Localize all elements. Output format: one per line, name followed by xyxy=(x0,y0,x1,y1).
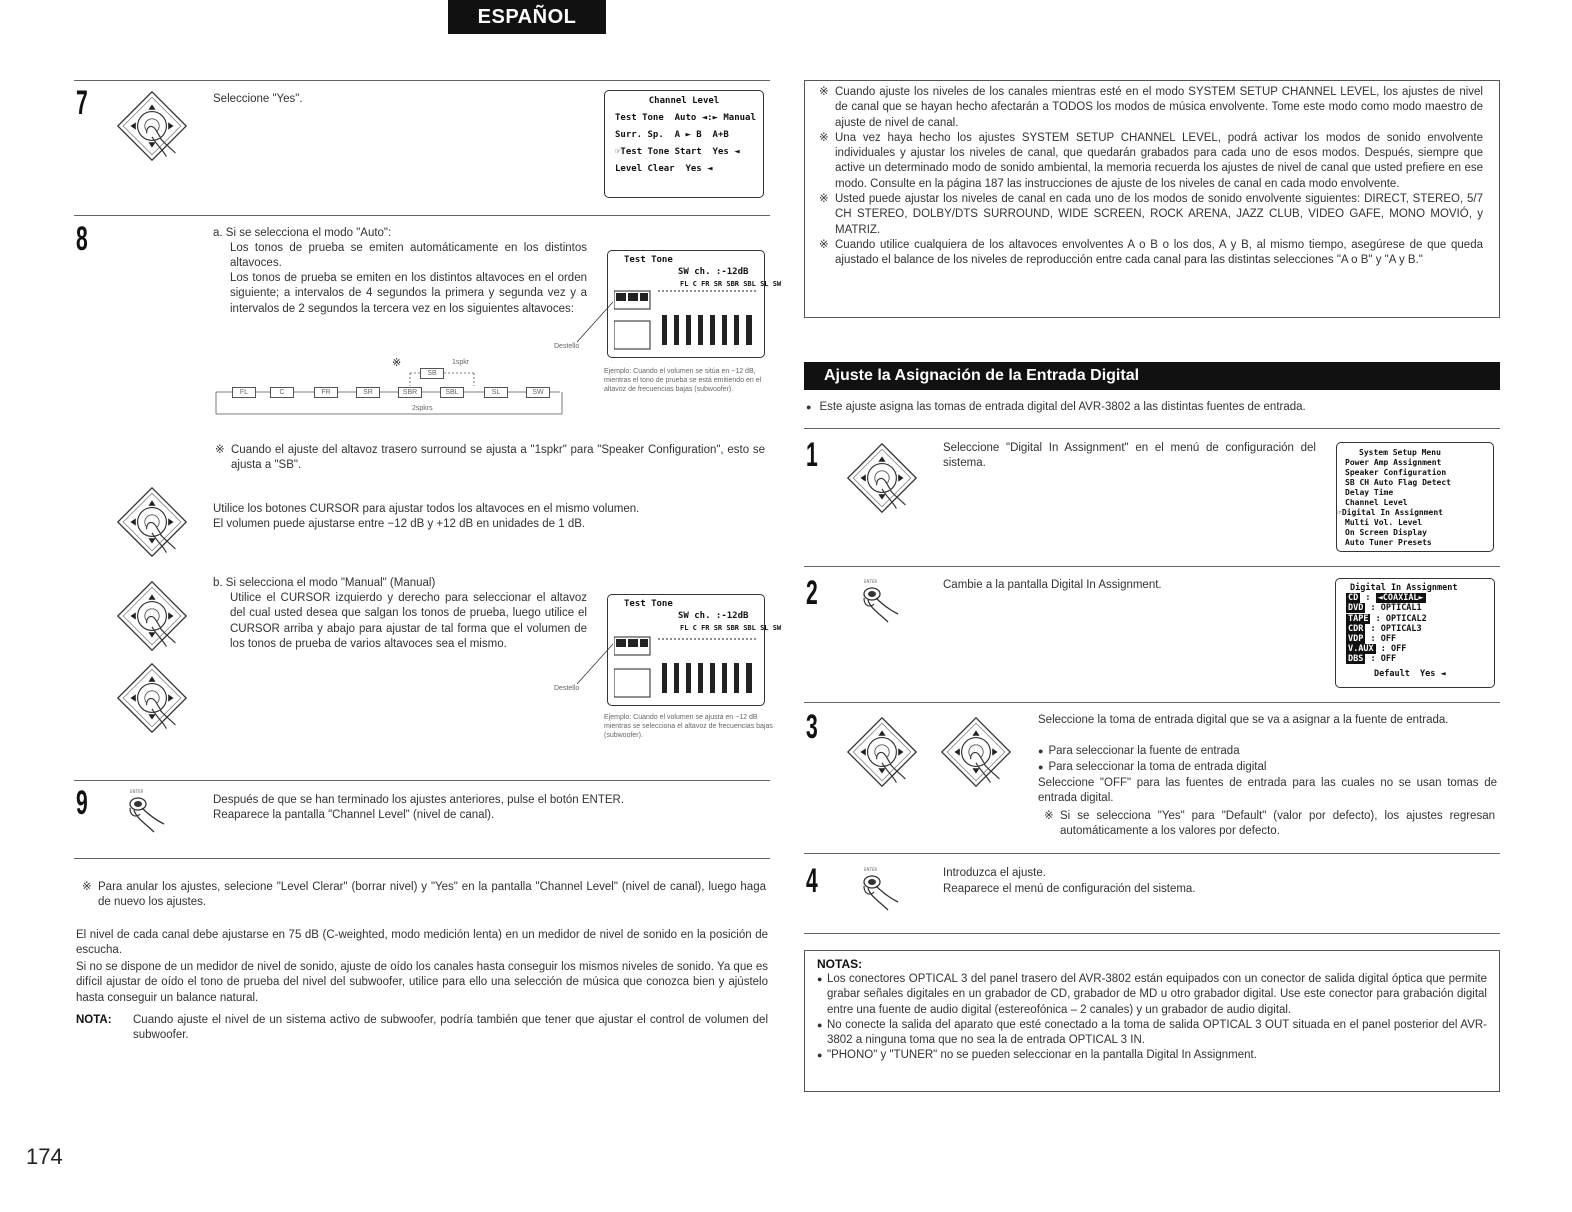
step8-a-line1: Los tonos de prueba se emiten automáticamente en los distintos altavoces. xyxy=(230,242,587,270)
flash-pointer-line xyxy=(575,300,615,344)
flow-node-sb: SB xyxy=(420,368,444,379)
note-item: ※ Una vez haya hecho los ajustes SYSTEM SETUP CHANNEL LEVEL, podrá activar los modos de sonido envolvente individuales y ajustar los niveles de canal, que quedarán grabados para cada uno de esos modos. Después, siempre que active un determinado modo de sonido ambiental, la memoria recuerda los ajustes de nivel de canal que usted prefiere en ese modo. Consulte en la página 187 las instrucciones de ajuste de los niveles de canal en cada modo envolvente. xyxy=(819,131,1483,190)
paragraph-by-ear: Si no se dispone de un medidor de nivel de sonido, ajuste de oído los canales hasta conseguir los mismos niveles de sonido. Ya que es difícil ajustar de oído el tono de prueba del nivel del subwoofer, utilice para ello una selección de música que conozca bien y ajústelo hasta conseguir un balance natural. xyxy=(76,961,768,1004)
step8-b-title: b. Si selecciona el modo "Manual" (Manual) xyxy=(213,577,436,589)
step2-text: Cambie a la pantalla Digital In Assignment. xyxy=(943,579,1162,591)
step3-bullet1: ● Para seleccionar la fuente de entrada xyxy=(1038,745,1240,757)
step7-text: Seleccione "Yes". xyxy=(213,93,303,105)
cursor-line1: Utilice los botones CURSOR para ajustar todos los altavoces en el mismo volumen. xyxy=(213,503,640,515)
flow-node-sw: SW xyxy=(526,387,550,398)
test-tone-display-manual: Test Tone SW ch. :-12dB FL C FR SR SBR SBL SL SW xyxy=(607,594,765,706)
notas-title: NOTAS: xyxy=(817,957,863,971)
system-setup-menu-display: System Setup Menu Power Amp Assignment Speaker Configuration SB CH Auto Flag Detect Delay Time Channel Level ☞Digital In Assignment Multi Vol. Level On Screen Display Auto Tuner Presets xyxy=(1336,442,1494,552)
note-item: ※ Cuando ajuste los niveles de los canales mientras esté en el modo SYSTEM SETUP CHANNEL LEVEL, los ajustes de nivel de canal que se hayan hecho afectarán a TODOS los modos de música envolvente. Tome este modo como modo maestro de ajuste de nivel de canal. xyxy=(819,86,1483,129)
step-number-8: 8 xyxy=(76,220,88,258)
step4-line2: Reaparece el menú de configuración del sistema. xyxy=(943,883,1196,895)
flow-node-sbr: SBR xyxy=(398,387,422,398)
notas-item: ● Los conectores OPTICAL 3 del panel trasero del AVR-3802 están equipados con un conector de salida digital óptica que permite grabar señales digitales en un grabador de CD, grabador de MD u otro grabador digital. Use este conector para grabación digital entre una fuente de audio digital (estereofónica – 2 canales) y un grabador de audio digital. xyxy=(817,973,1487,1016)
flash-pointer-line xyxy=(575,642,615,686)
section-intro: ● Este ajuste asigna las tomas de entrada digital del AVR-3802 a las distintas fuentes de entrada. xyxy=(806,401,1306,413)
flow-label-1spkr: 1spkr xyxy=(452,359,470,366)
example-caption-2: Ejemplo: Cuando el volumen se ajusta en −12 dB mientras se selecciona el altavoz de frecuencias bajas (subwoofer). xyxy=(604,714,773,739)
section-title-bar: Ajuste la Asignación de la Entrada Digital xyxy=(804,362,1500,390)
flow-node-c: C xyxy=(270,387,294,398)
paragraph-calibration: El nivel de cada canal debe ajustarse en 75 dB (C-weighted, modo medición lenta) en un medidor de nivel de sonido en la posición de escucha. xyxy=(76,929,768,957)
step3-line2: Seleccione "OFF" para las fuentes de entrada para las cuales no se usan tomas de entrada digital. xyxy=(1038,777,1497,805)
step8-a-title: a. Si se selecciona el modo "Auto": xyxy=(213,227,392,239)
note-item: ※ Usted puede ajustar los niveles de canal en cada uno de los modos de sonido envolvente siguientes: DIRECT, STEREO, 5/7 CH STEREO, DOLBY/DTS SURROUND, WIDE SCREEN, ROCK ARENA, JAZZ CLUB, VIDEO GAFE, MONO MOVIÓ, y MATRIZ. xyxy=(819,193,1483,236)
nota-text: Cuando ajuste el nivel de un sistema activo de subwoofer, podría también que tener que ajustar el control de volumen del subwoofer. xyxy=(133,1014,768,1042)
step-number-9: 9 xyxy=(76,784,88,822)
note-sb: ※ Cuando el ajuste del altavoz trasero surround se ajusta a "1spkr" para "Speaker Configuration", esto se ajusta a "SB". xyxy=(215,444,765,472)
digital-in-assignment-display: Digital In Assignment CD : ◄COAXIAL► DVD : OPTICAL1 TAPE : OPTICAL2 CDR : OPTICAL3 VDP : OFF V.AUX : OFF DBS : OFF Default Yes ◄ xyxy=(1335,578,1495,688)
example-caption-1: Ejemplo: Cuando el volumen se sitúa en −12 dB, mientras el tono de prueba se está emitiendo en el altavoz de frecuencias bajas (subwoofer). xyxy=(604,368,762,393)
cursor-pad-icon xyxy=(116,486,188,558)
cursor-line2: El volumen puede ajustarse entre −12 dB y +12 dB en unidades de 1 dB. xyxy=(213,518,586,530)
notas-item: ● "PHONO" y "TUNER" no se pueden seleccionar en la pantalla Digital In Assignment. xyxy=(817,1049,1257,1062)
notas-item: ● No conecte la salida del aparato que esté conectado a la toma de salida OPTICAL 3 OUT situada en el panel posterior del AVR-3802 a ninguna toma que no sea la de entrada OPTICAL 3 IN. xyxy=(817,1018,1487,1047)
step-number-2: 2 xyxy=(806,574,818,612)
flow-node-fl: FL xyxy=(232,387,256,398)
step3-note: ※ Si se selecciona "Yes" para "Default" (valor por defecto), los ajustes regresan automáticamente a los valores por defecto. xyxy=(1044,810,1495,838)
step1-text: Seleccione "Digital In Assignment" en el menú de configuración del sistema. xyxy=(943,442,1316,470)
step-number-3: 3 xyxy=(806,708,818,746)
cursor-pad-icon xyxy=(846,716,918,788)
enter-button-icon xyxy=(856,578,906,628)
test-tone-display-auto: Test Tone SW ch. :-12dB FL C FR SR SBR SBL SL SW xyxy=(607,250,765,358)
enter-button-icon xyxy=(856,866,906,916)
flash-label-1: Destello xyxy=(554,343,580,350)
step9-line1: Después de que se han terminado los ajustes anteriores, pulse el botón ENTER. xyxy=(213,794,625,806)
page-number: 174 xyxy=(26,1144,63,1169)
step3-line1: Seleccione la toma de entrada digital que se va a asignar a la fuente de entrada. xyxy=(1038,714,1449,726)
enter-button-icon xyxy=(122,788,172,838)
flow-node-sr: SR xyxy=(356,387,380,398)
flow-node-fr: FR xyxy=(314,387,338,398)
note-item: ※ Cuando utilice cualquiera de los altavoces envolventes A o B o los dos, A y B, al mismo tiempo, asegúrese de que queda ajustado el balance de los niveles de reproducción entre cada canal para las distintas selecciones "A o B" y "A y B." xyxy=(819,238,1483,267)
speaker-order-diagram xyxy=(214,356,574,418)
footnote-level-clear: ※ Para anular los ajustes, selecione "Level Clerar" (borrar nivel) y "Yes" en la pantalla "Channel Level" (nivel de canal), luego haga de nuevo los ajustes. xyxy=(82,881,766,909)
step-number-1: 1 xyxy=(806,436,818,474)
channel-level-notes-box xyxy=(804,80,1500,318)
step8-a-line2: Los tonos de prueba se emiten en los distintos altavoces en el orden siguiente; a intervalos de 4 segundos la primera y segunda vez y a intervalos de 2 segundos la tercera vez en los siguientes altavoces: xyxy=(230,272,587,315)
nota-label: NOTA: xyxy=(76,1014,112,1026)
cursor-pad-icon xyxy=(116,580,188,652)
flow-label-2spkrs: 2spkrs xyxy=(412,405,433,412)
cursor-pad-icon xyxy=(846,442,918,514)
step3-bullet2: ● Para seleccionar la toma de entrada digital xyxy=(1038,761,1267,773)
flow-node-sl: SL xyxy=(484,387,508,398)
level-bars-graphic xyxy=(614,287,760,353)
flash-label-2: Destello xyxy=(554,685,580,692)
notas-box xyxy=(804,950,1500,1092)
step8-b-text: Utilice el CURSOR izquierdo y derecho para seleccionar el altavoz del cual usted desea que salgan los tonos de prueba, luego utilice el CURSOR arriba y abajo para ajustar de tal forma que el volumen de los tonos de prueba de varios altavoces sea el mismo. xyxy=(230,592,587,650)
language-tab: ESPAÑOL xyxy=(448,0,606,34)
channel-level-display: Channel Level Test Tone Auto ◄:► Manual Surr. Sp. A ► B A+B ☞Test Tone Start Yes ◄ Level Clear Yes ◄ xyxy=(604,90,764,198)
level-bars-graphic xyxy=(614,633,760,701)
flow-asterisk: ※ xyxy=(392,357,402,369)
step9-line2: Reaparece la pantalla "Channel Level" (nivel de canal). xyxy=(213,809,495,821)
cursor-pad-icon xyxy=(116,662,188,734)
step-number-4: 4 xyxy=(806,862,818,900)
cursor-pad-icon xyxy=(940,716,1012,788)
step4-line1: Introduzca el ajuste. xyxy=(943,867,1046,879)
cursor-pad-icon xyxy=(116,90,188,162)
flow-node-sbl: SBL xyxy=(440,387,464,398)
step-number-7: 7 xyxy=(76,84,88,122)
